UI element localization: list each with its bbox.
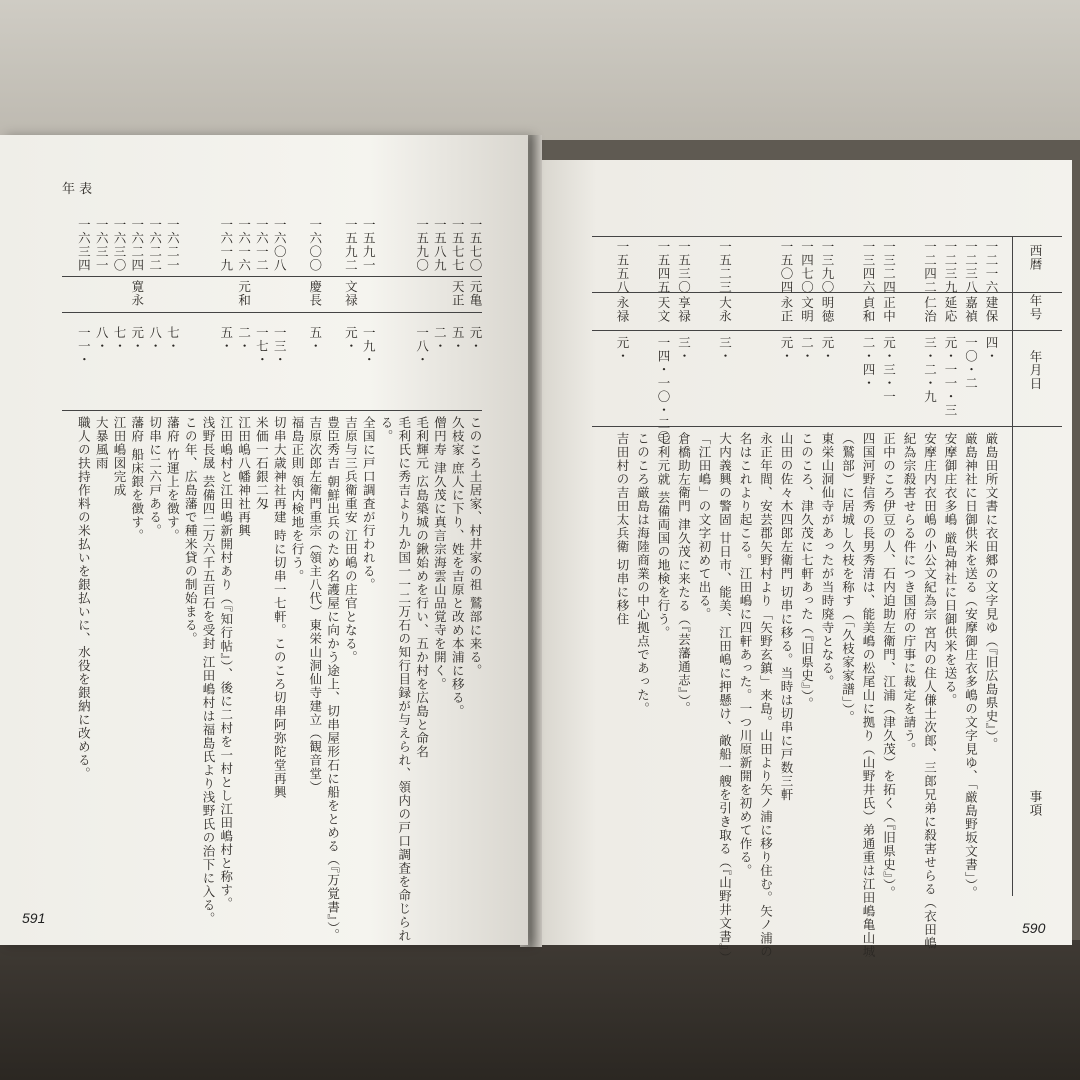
event-text: 職人の扶持作料の米払いを銀払いに、水役を銀納に改める。 [76, 416, 92, 781]
era-cell: 天正 [450, 280, 466, 307]
era-cell: 寛永 [129, 280, 145, 307]
era-cell: 仁治 [922, 296, 938, 323]
event-text: このころ厳島は海陸商業の中心拠点であった。 [635, 432, 651, 716]
date-cell: 一七・ [254, 326, 270, 367]
event-text: 豊臣秀吉 朝鮮出兵のため名護屋に向かう途上、切串屋形石に船をとめる（『万覚書』）。 [325, 416, 341, 943]
date-cell: 元・ [779, 336, 794, 363]
event-text: 浅野長晟 芸備四二万六千五百石を受封 江田嶋村は福島氏より浅野氏の治下に入る。 [201, 416, 216, 926]
year-cell: 一六三一 [94, 218, 110, 272]
date-cell: 元・一一・三 [943, 336, 958, 417]
year-cell: 一五八九 [432, 218, 448, 272]
header-year: 西暦 [1028, 244, 1043, 271]
event-text: （鷲部）に居城し久枝を称す（「久枝家家譜」）。 [840, 432, 856, 724]
date-cell: 元・三・一 [881, 336, 897, 404]
right-page-number: 590 [1022, 920, 1046, 936]
left-page-header: 年 表 [62, 182, 93, 197]
era-cell: 貞和 [861, 296, 876, 323]
year-cell: 一六〇〇 [307, 218, 323, 272]
event-text: 切串大歳神社再建 時に切串一七軒。このころ切串阿弥陀堂再興 [272, 416, 288, 799]
year-cell: 一五九二 [343, 218, 359, 272]
year-cell: 一六三〇 [112, 218, 127, 272]
date-cell: 三・ [676, 336, 692, 363]
date-cell: 元・ [615, 336, 630, 363]
event-text: 大暴風雨 [94, 416, 110, 470]
year-cell: 一六二二 [147, 218, 163, 272]
era-cell: 元亀 [468, 280, 483, 307]
date-cell: 二・四・ [861, 336, 876, 390]
table-surface [0, 940, 1080, 1080]
year-cell: 一五〇四 [779, 240, 794, 294]
event-text: 安摩庄内衣田嶋の小公文紀為宗 宮内の住人傔士次郎、三郎兄弟に殺害せらる（衣田嶋 [922, 432, 938, 950]
event-text: 紀為宗殺害せらる件につき国府の庁事に裁定を請う。 [902, 432, 917, 756]
date-cell: 元・ [343, 326, 359, 353]
event-text: 僧円寿 津久茂に真言宗海雲山品覚寺を開く。 [432, 416, 448, 691]
event-text: 毛利氏に秀吉より九か国一一二万石の知行目録が与えられ、領内の戸口調査を命じられ [396, 416, 412, 943]
era-cell: 正中 [881, 296, 897, 323]
era-cell: 建保 [984, 296, 999, 323]
year-cell: 一二三九 [943, 240, 958, 294]
event-text: 名はこれより起こる。江田嶋に四軒あった。一つ川原新開を初めて作る。 [738, 432, 753, 878]
event-text: 厳島神社に日御供米を送る（安摩御庄衣多嶋の文字見ゆ、「厳島野坂文書」）。 [963, 432, 979, 900]
year-cell: 一五三〇 [676, 240, 692, 294]
date-cell: 一一・ [76, 326, 92, 367]
year-cell: 一五九一 [361, 218, 377, 272]
year-cell: 一三四六 [861, 240, 876, 294]
event-text: 東栄山洞仙寺があったが当時廃寺となる。 [820, 432, 835, 689]
date-cell: 四・ [984, 336, 999, 363]
era-cell: 永禄 [615, 296, 630, 323]
header-date: 年月日 [1028, 350, 1043, 391]
left-rule-3 [62, 410, 482, 411]
header-era: 年号 [1028, 294, 1043, 321]
date-cell: 元・ [468, 326, 483, 353]
event-text: 「江田嶋」の文字初めて出る。 [697, 432, 712, 621]
event-text: 吉田村の吉田太兵衛 切串に移住 [615, 432, 630, 626]
event-text: 藩府 竹運上を徴す。 [165, 416, 181, 543]
year-cell: 一六二四 [129, 218, 145, 272]
date-cell: 三・二・九 [922, 336, 938, 404]
year-cell: 一五二三 [717, 240, 733, 294]
era-cell: 明徳 [820, 296, 835, 323]
year-cell: 一六〇八 [272, 218, 288, 272]
date-cell: 五・ [450, 326, 466, 353]
event-text: 藩府 船床銀を徴す。 [129, 416, 145, 543]
date-cell: 三・ [717, 336, 733, 363]
year-cell: 一二三八 [963, 240, 979, 294]
date-cell: 元・ [820, 336, 835, 363]
event-text: 福島正則 領内検地を行う。 [290, 416, 305, 583]
right-header-column-rule [1012, 236, 1013, 896]
event-text: 江田嶋村と江田嶋新開村あり（『知行帖』）、後に二村を一村とし江田嶋村と称す。 [218, 416, 234, 911]
left-rule-1 [62, 276, 482, 277]
date-cell: 七・ [112, 326, 127, 353]
event-text: 米価一石銀二匁 [254, 416, 270, 511]
event-text: 全国に戸口調査が行われる。 [361, 416, 377, 592]
year-cell: 一六一二 [254, 218, 270, 272]
date-cell: 五・ [307, 326, 323, 353]
year-cell: 一二四二 [922, 240, 938, 294]
year-cell: 一五四五 [656, 240, 671, 294]
header-events: 事項 [1028, 790, 1043, 817]
date-cell: 二・ [432, 326, 448, 353]
event-text: 大内義興の警固 廿日市、能美、江田嶋に押懸け、敵船一艘を引き取る（『山野井文書』） [717, 432, 733, 965]
event-text: 久枝家 庶人に下り、姓を吉原と改め本浦に移る。 [450, 416, 466, 718]
era-cell: 文禄 [343, 280, 359, 307]
date-cell: 一〇・二 [963, 336, 979, 390]
date-cell: 一四・一〇・二〇 [656, 336, 671, 444]
date-cell: 二・ [236, 326, 252, 353]
year-cell: 一三九〇 [820, 240, 835, 294]
era-cell: 永正 [779, 296, 794, 323]
year-cell: 一六一九 [218, 218, 234, 272]
date-cell: 二・ [799, 336, 815, 363]
event-text: 山田の佐々木四郎左衛門 切串に移る。当時は切串に戸数三軒 [779, 432, 794, 802]
event-text: 厳島田所文書に衣田郷の文字見ゆ（『旧広島県史』）。 [984, 432, 999, 751]
era-cell: 享禄 [676, 296, 692, 323]
right-rule-2 [592, 330, 1062, 331]
year-cell: 一五七七 [450, 218, 466, 272]
year-cell: 一六一六 [236, 218, 252, 272]
year-cell: 一六二一 [165, 218, 181, 272]
right-rule-top [592, 236, 1062, 237]
date-cell: 一九・ [361, 326, 377, 367]
date-cell: 元・ [129, 326, 145, 353]
year-cell: 一五五八 [615, 240, 630, 294]
era-cell: 大永 [717, 296, 733, 323]
event-text: 江田嶋図完成 [112, 416, 127, 497]
era-cell: 延応 [943, 296, 958, 323]
event-text: この年、広島藩で種米貸の制始まる。 [183, 416, 199, 646]
year-cell: 一六三四 [76, 218, 92, 272]
event-text: このころ土居家、村井家の祖 鷲部に来る。 [468, 416, 483, 678]
event-text: 吉原次郎左衛門重宗（領主八代）東栄山洞仙寺建立（観音堂） [307, 416, 323, 794]
era-cell: 天文 [656, 296, 671, 323]
date-cell: 一三・ [272, 326, 288, 367]
date-cell: 七・ [165, 326, 181, 353]
event-text: 正中のころ伊豆の人、石内迫助左衛門、江浦（津久茂）を拓く（『旧県史』）。 [881, 432, 897, 900]
year-cell: 一四七〇 [799, 240, 815, 294]
year-cell: 一五七〇 [468, 218, 483, 272]
year-cell: 一五九〇 [414, 218, 430, 272]
date-cell: 一八・ [414, 326, 430, 367]
event-text: 倉橋助左衛門 津久茂に来たる（『芸藩通志』）。 [676, 432, 692, 716]
event-text: 毛利元就 芸備両国の地検を行う。 [656, 432, 671, 640]
date-cell: 八・ [147, 326, 163, 353]
era-cell: 慶長 [307, 280, 323, 307]
era-cell: 嘉禎 [963, 296, 979, 323]
event-text: 永正年間、安芸郡矢野村より「矢野玄鎮」来島。山田より矢ノ浦に移り住む。矢ノ浦の [758, 432, 774, 959]
event-text: このころ、津久茂に七軒あった（『旧県史』）。 [799, 432, 815, 711]
event-text: 毛利輝元 広島築城の鍬始めを行い、五か村を広島と命名 [414, 416, 430, 759]
left-page-number: 591 [22, 910, 46, 926]
era-cell: 元和 [236, 280, 252, 307]
event-text: る。 [379, 416, 394, 443]
event-text: 切串に二六戸ある。 [147, 416, 163, 538]
year-cell: 一二一六 [984, 240, 999, 294]
date-cell: 八・ [94, 326, 110, 353]
event-text: 安摩御庄衣多嶋 厳島神社に日御供米を送る。 [943, 432, 958, 707]
background-surface [0, 0, 1080, 140]
event-text: 四国河野信秀の長男秀清は、能美嶋の松尾山に拠り（山野井氏）弟通重は江田嶋亀山城 [861, 432, 876, 959]
event-text: 江田嶋八幡神社再興 [236, 416, 252, 538]
era-cell: 文明 [799, 296, 815, 323]
event-text: 吉原与三兵衛重安 江田嶋の庄官となる。 [343, 416, 359, 664]
date-cell: 五・ [218, 326, 234, 353]
left-rule-2 [62, 312, 482, 313]
year-cell: 一三二四 [881, 240, 897, 294]
